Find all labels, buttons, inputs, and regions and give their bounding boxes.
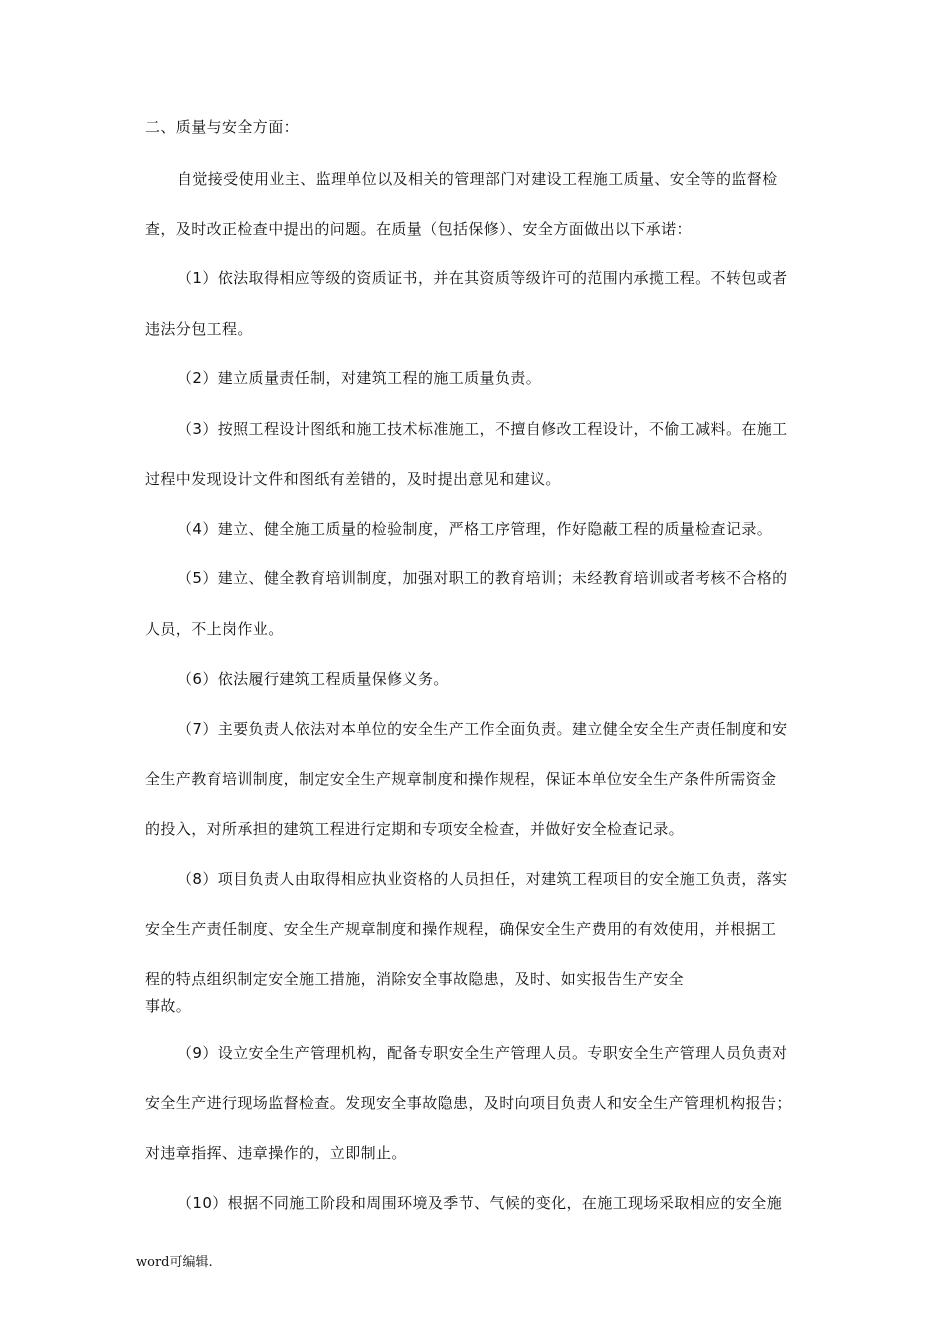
section-heading: 二、质量与安全方面：: [145, 118, 300, 136]
paragraph-line: 违法分包工程。: [145, 320, 253, 338]
paragraph-line: （8）项目负责人由取得相应执业资格的人员担任，对建筑工程项目的安全施工负责，落实: [177, 870, 788, 888]
footer-note: word可编辑.: [136, 1255, 213, 1270]
paragraph-line: （1）依法取得相应等级的资质证书，并在其资质等级许可的范围内承揽工程。不转包或者: [177, 269, 788, 287]
paragraph-line: （9）设立安全生产管理机构，配备专职安全生产管理人员。专职安全生产管理人员负责对: [177, 1044, 788, 1062]
paragraph-line: （3）按照工程设计图纸和施工技术标准施工，不擅自修改工程设计，不偷工减料。在施工: [177, 420, 788, 438]
paragraph-line: 事故。: [145, 997, 192, 1015]
paragraph-line: 安全生产进行现场监督检查。发现安全事故隐患，及时向项目负责人和安全生产管理机构报告；: [145, 1094, 792, 1112]
paragraph-line: 对违章指挥、违章操作的，立即制止。: [145, 1144, 407, 1162]
paragraph-line: 自觉接受使用业主、监理单位以及相关的管理部门对建设工程施工质量、安全等的监督检: [177, 170, 778, 188]
paragraph-line: 安全生产责任制度、安全生产规章制度和操作规程，确保安全生产费用的有效使用，并根据工: [145, 920, 777, 938]
paragraph-line: （6）依法履行建筑工程质量保修义务。: [177, 670, 449, 688]
paragraph-line: 全生产教育培训制度，制定安全生产规章制度和操作规程，保证本单位安全生产条件所需资金: [145, 770, 777, 788]
paragraph-line: 的投入，对所承担的建筑工程进行定期和专项安全检查，并做好安全检查记录。: [145, 820, 685, 838]
paragraph-line: 人员，不上岗作业。: [145, 620, 284, 638]
paragraph-line: （4）建立、健全施工质量的检验制度，严格工序管理，作好隐蔽工程的质量检查记录。: [177, 520, 773, 538]
paragraph-line: （7）主要负责人依法对本单位的安全生产工作全面负责。建立健全安全生产责任制度和安: [177, 720, 788, 738]
paragraph-line: 查，及时改正检查中提出的问题。在质量（包括保修）、安全方面做出以下承诺：: [145, 220, 692, 238]
paragraph-line: （10）根据不同施工阶段和周围环境及季节、气候的变化，在施工现场采取相应的安全施: [177, 1194, 783, 1212]
paragraph-line: （2）建立质量责任制，对建筑工程的施工质量负责。: [177, 369, 542, 387]
paragraph-line: 过程中发现设计文件和图纸有差错的，及时提出意见和建议。: [145, 470, 561, 488]
paragraph-line: （5）建立、健全教育培训制度，加强对职工的教育培训；未经教育培训或者考核不合格的: [177, 569, 788, 587]
paragraph-line: 程的特点组织制定安全施工措施，消除安全事故隐患，及时、如实报告生产安全: [145, 970, 685, 988]
